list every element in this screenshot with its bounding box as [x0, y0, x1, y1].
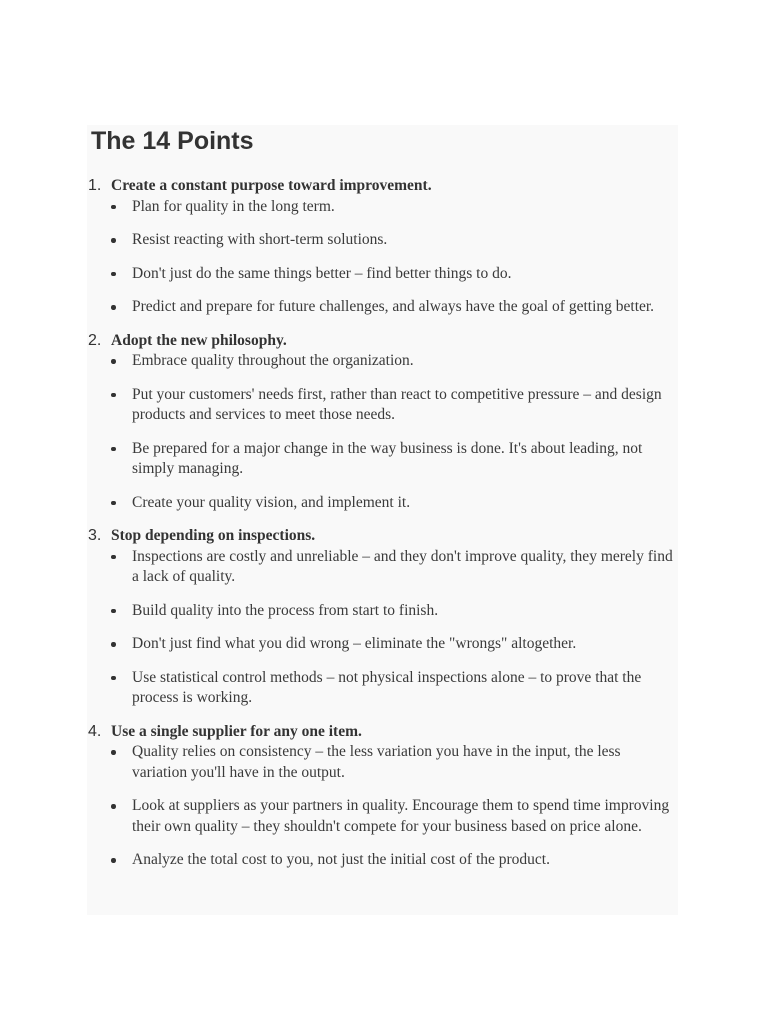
- bullet-text: Resist reacting with short-term solutions.: [132, 231, 388, 248]
- bullet-icon: [111, 393, 116, 398]
- point-number: 2.: [88, 331, 102, 349]
- bullet-text: Predict and prepare for future challenges, and always have the goal of getting better.: [132, 298, 655, 315]
- bullet-item: [88, 439, 673, 480]
- bullet-icon: [111, 359, 116, 364]
- bullet-icon: [111, 609, 116, 614]
- bullet-item: [88, 601, 673, 622]
- bullet-item: [88, 351, 673, 372]
- point-number: 3.: [88, 527, 102, 544]
- bullet-item: [88, 264, 673, 285]
- bullet-text: Create your quality vision, and implement it.: [132, 493, 411, 511]
- point-title: Stop depending on inspections.: [111, 527, 316, 544]
- point-item: [88, 526, 673, 709]
- point-item: [88, 722, 673, 871]
- point-title: Use a single supplier for any one item.: [111, 722, 362, 740]
- bullet-list: [88, 197, 673, 318]
- bullet-list: [88, 351, 673, 513]
- bullet-icon: [111, 501, 116, 506]
- point-title: Create a constant purpose toward improvement.: [111, 177, 432, 194]
- bullet-icon: [111, 642, 116, 647]
- page-title: The 14 Points: [91, 127, 254, 155]
- bullet-text: Embrace quality throughout the organization.: [132, 352, 414, 369]
- bullet-item: [88, 668, 673, 709]
- bullet-item: [88, 297, 673, 318]
- bullet-text: Use statistical control methods – not physical inspections alone – to prove that the process is working.: [132, 668, 642, 706]
- bullet-item: [88, 850, 673, 871]
- bullet-item: [88, 230, 673, 251]
- bullet-item: [88, 796, 673, 837]
- bullet-icon: [111, 750, 116, 755]
- bullet-text: Inspections are costly and unreliable – and they don't improve quality, they merely find a lack of quality.: [132, 547, 673, 585]
- bullet-icon: [111, 447, 116, 452]
- bullet-item: [88, 547, 673, 588]
- point-heading: [88, 722, 673, 743]
- bullet-icon: [111, 238, 116, 243]
- bullet-text: Quality relies on consistency – the less variation you have in the input, the less variation you'll have in the output.: [132, 743, 621, 781]
- bullet-text: Plan for quality in the long term.: [132, 197, 335, 215]
- bullet-icon: [111, 804, 116, 809]
- bullet-item: [88, 493, 673, 514]
- point-number: 1.: [88, 177, 102, 194]
- bullet-list: [88, 547, 673, 709]
- bullet-text: Look at suppliers as your partners in quality. Encourage them to spend time improving their own quality – they shouldn't compete for your business based on price alone.: [132, 797, 670, 835]
- bullet-text: Build quality into the process from start to finish.: [132, 601, 439, 619]
- point-number: 4.: [88, 722, 102, 740]
- point-heading: [88, 331, 673, 352]
- bullet-item: [88, 385, 673, 426]
- point-heading: [88, 526, 673, 547]
- bullet-icon: [111, 205, 116, 210]
- bullet-text: Don't just find what you did wrong – eliminate the "wrongs" altogether.: [132, 635, 577, 652]
- bullet-text: Be prepared for a major change in the way business is done. It's about leading, not simply managing.: [132, 439, 643, 477]
- bullet-text: Put your customers' needs first, rather than react to competitive pressure – and design products and services to meet those needs.: [132, 385, 662, 423]
- bullet-item: [88, 634, 673, 655]
- bullet-item: [88, 197, 673, 218]
- bullet-text: Analyze the total cost to you, not just the initial cost of the product.: [132, 851, 550, 868]
- point-item: [88, 176, 673, 318]
- point-heading: [88, 176, 673, 197]
- bullet-text: Don't just do the same things better – find better things to do.: [132, 264, 512, 282]
- bullet-list: [88, 742, 673, 871]
- bullet-icon: [111, 676, 116, 681]
- point-title: Adopt the new philosophy.: [111, 331, 287, 349]
- bullet-item: [88, 742, 673, 783]
- point-item: [88, 331, 673, 514]
- bullet-icon: [111, 555, 116, 560]
- bullet-icon: [111, 272, 116, 277]
- bullet-icon: [111, 858, 116, 863]
- bullet-icon: [111, 305, 116, 310]
- points-list: [88, 176, 673, 884]
